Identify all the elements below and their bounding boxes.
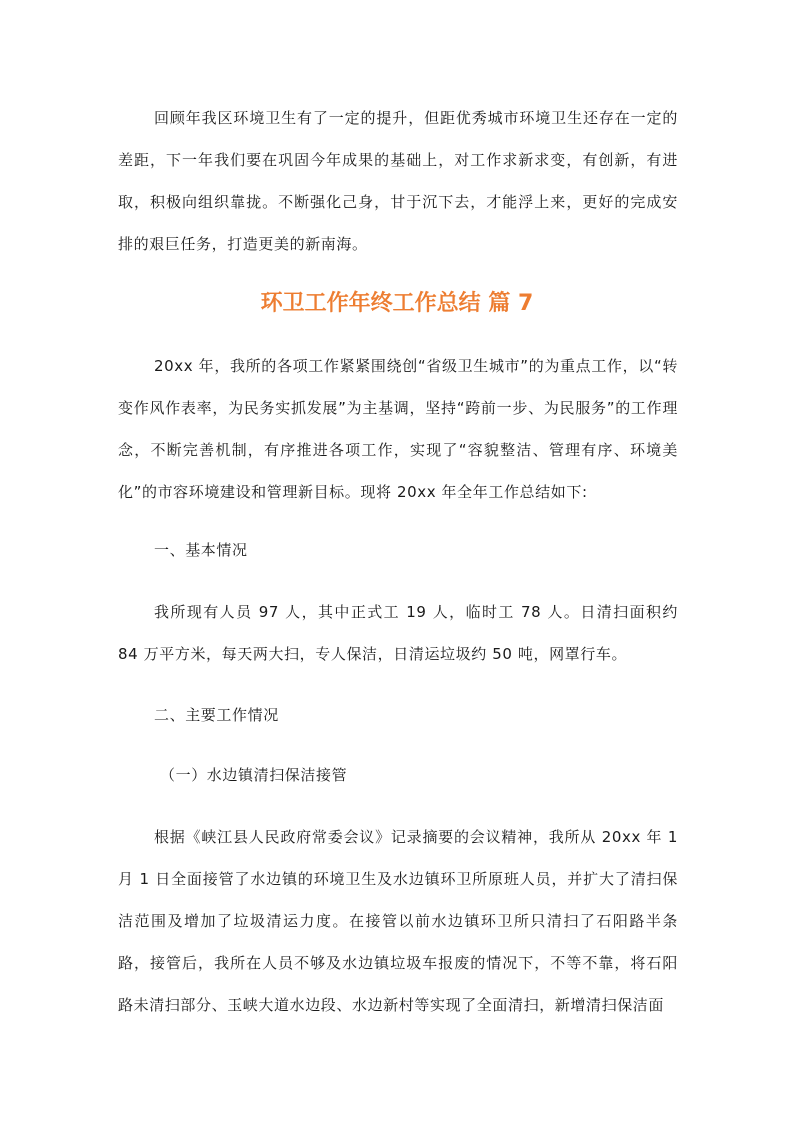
basic-paragraph: 我所现有人员 97 人，其中正式工 19 人，临时工 78 人。日清扫面积约 84 万平方米，每天两大扫，专人保洁，日清运垃圾约 50 吨，网罩行车。 [118, 603, 678, 663]
heading-basic-situation: 一、基本情况 [154, 541, 248, 559]
heading-main-work: 二、主要工作情况 [154, 706, 279, 724]
section-title: 环卫工作年终工作总结 篇 7 [260, 291, 534, 316]
intro-paragraph: 回顾年我区环境卫生有了一定的提升，但距优秀城市环境卫生还存在一定的差距，下一年我们要在巩固今年成果的基础上，对工作求新求变，有创新，有进取，积极向组织靠拢。不断强化己身，甘于沉下去，才能浮上来，更好的完成安排的艰巨任务，打造更美的新南海。 [118, 109, 678, 253]
overview-paragraph: 20xx 年，我所的各项工作紧紧围绕创“省级卫生城市”的为重点工作，以“转变作风作表率，为民务实抓发展”为主基调，坚持“跨前一步、为民服务”的工作理念，不断完善机制，有序推进各项工作，实现了“容貌整洁、管理有序、环境美化”的市容环境建设和管理新目标。现将 20xx 年全年工作总结如下: [118, 357, 678, 501]
heading-takeover: （一）水边镇清扫保洁接管 [160, 766, 348, 784]
takeover-paragraph: 根据《峡江县人民政府常委会议》记录摘要的会议精神，我所从 20xx 年 1 月 1 日全面接管了水边镇的环境卫生及水边镇环卫所原班人员，并扩大了清扫保洁范围及增加了垃圾清运力度。在接管以前水边镇环卫所只清扫了石阳路半条路，接管后，我所在人员不够及水边镇垃圾车报废的情况下，不等不靠，将石阳路未清扫部分、玉峡大道水边段、水边新村等实现了全面清扫，新增清扫保洁面 [118, 828, 678, 1014]
